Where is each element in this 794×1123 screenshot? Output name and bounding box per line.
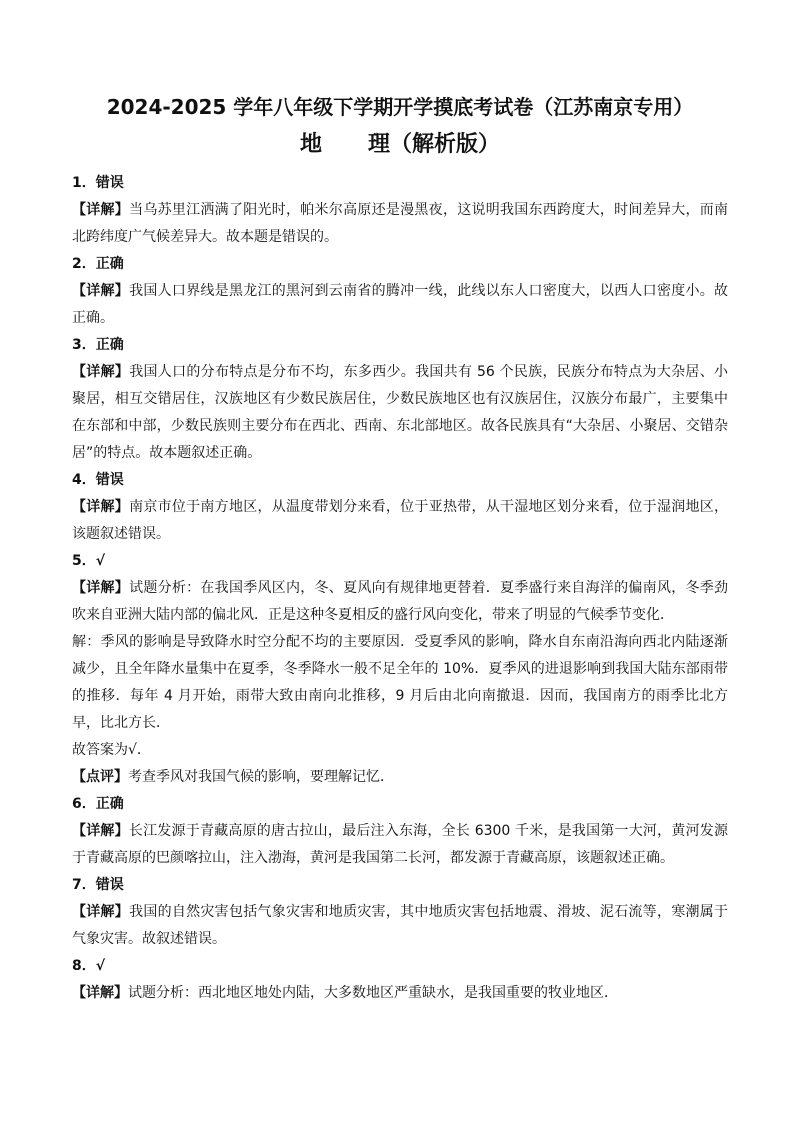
item-2-number: 2．正确 bbox=[72, 256, 124, 272]
item-2-detail bbox=[72, 278, 728, 332]
item-6-text: 长江发源于青藏高原的唐古拉山，最后注入东海，全长 6300 千米，是我国第一大河，黄河发源于青藏高原的巴颜喀拉山，注入渤海，黄河是我国第二长河，都发源于青藏高原，该题叙述正确。 bbox=[72, 823, 729, 866]
subject-title-left: 地 bbox=[299, 132, 322, 157]
item-7-detail bbox=[72, 899, 728, 953]
item-3-text: 我国人口的分布特点是分布不均，东多西少。我国共有 56 个民族，民族分布特点为大杂居、小聚居，相互交错居住，汉族地区有少数民族居住，少数民族地区也有汉族居住，汉族分布最广，主要集中在东部和中部，少数民族则主要分布在西北、西南、东北部地区。故各民族具有“大杂居、小聚居、交错杂居”的特点。故本题叙述正确。 bbox=[72, 364, 729, 461]
comment-tag: 【点评】 bbox=[72, 769, 128, 785]
item-5-number: 5．√ bbox=[72, 553, 106, 569]
item-8-text: 试题分析：西北地区地处内陆，大多数地区严重缺水，是我国重要的牧业地区． bbox=[128, 985, 618, 1001]
item-5-detail bbox=[72, 575, 728, 629]
detail-tag: 【详解】 bbox=[72, 283, 130, 299]
item-8-number: 8．√ bbox=[72, 958, 106, 974]
answer-content bbox=[72, 170, 728, 1007]
item-3-number: 3．正确 bbox=[72, 337, 124, 353]
item-5-text: 试题分析：在我国季风区内，冬、夏风向有规律地更替着．夏季盛行来自海洋的偏南风，冬季劲吹来自亚洲大陆内部的偏北风．正是这种冬夏相反的盛行风向变化，带来了明显的气候季节变化． bbox=[72, 580, 729, 623]
item-3-detail bbox=[72, 359, 728, 467]
item-5-comment-text: 考查季风对我国气候的影响，要理解记忆． bbox=[128, 769, 394, 785]
item-7-text: 我国的自然灾害包括气象灾害和地质灾害，其中地质灾害包括地震、滑坡、泥石流等，寒潮属于气象灾害。故叙述错误。 bbox=[72, 904, 729, 947]
detail-tag: 【详解】 bbox=[72, 580, 130, 596]
item-1-detail bbox=[72, 197, 728, 251]
detail-tag: 【详解】 bbox=[72, 364, 130, 380]
item-6-number: 6．正确 bbox=[72, 796, 124, 812]
item-6-detail bbox=[72, 818, 728, 872]
detail-tag: 【详解】 bbox=[72, 499, 130, 515]
item-1-text: 当乌苏里江洒满了阳光时，帕米尔高原还是漫黑夜，这说明我国东西跨度大，时间差异大，而南北跨纬度广气候差异大。故本题是错误的。 bbox=[72, 202, 729, 245]
item-5-solution: 解：季风的影响是导致降水时空分配不均的主要原因．受夏季风的影响，降水自东南沿海向西北内陆逐渐减少，且全年降水量集中在夏季，冬季降水一般不足全年的 10%．夏季风的进退影响到我国大陆东部雨带的推移．每年 4 月开始，雨带大致由南向北推移，9 月后由北向南撤退．因而，我国南方的雨季比北方早，比北方长． bbox=[72, 634, 728, 731]
item-8-detail bbox=[72, 980, 728, 1007]
detail-tag: 【详解】 bbox=[72, 823, 129, 839]
item-4-text: 南京市位于南方地区，从温度带划分来看，位于亚热带，从干湿地区划分来看，位于湿润地区，该题叙述错误。 bbox=[72, 499, 729, 542]
item-2-text: 我国人口界线是黑龙江的黑河到云南省的腾冲一线，此线以东人口密度大，以西人口密度小。故正确。 bbox=[72, 283, 729, 326]
item-7-number: 7．错误 bbox=[72, 877, 124, 893]
detail-tag: 【详解】 bbox=[72, 202, 130, 218]
subject-title bbox=[72, 128, 728, 162]
item-4-detail bbox=[72, 494, 728, 548]
item-5-comment bbox=[72, 764, 728, 791]
detail-tag: 【详解】 bbox=[72, 904, 130, 920]
detail-tag: 【详解】 bbox=[72, 985, 128, 1001]
item-5-answer: 故答案为√． bbox=[72, 742, 151, 758]
subject-title-right: 理（解析版） bbox=[368, 132, 501, 157]
item-1-number: 1．错误 bbox=[72, 175, 124, 191]
item-4-number: 4．错误 bbox=[72, 472, 124, 488]
exam-title: 2024-2025 学年八年级下学期开学摸底考试卷（江苏南京专用） bbox=[106, 95, 694, 119]
